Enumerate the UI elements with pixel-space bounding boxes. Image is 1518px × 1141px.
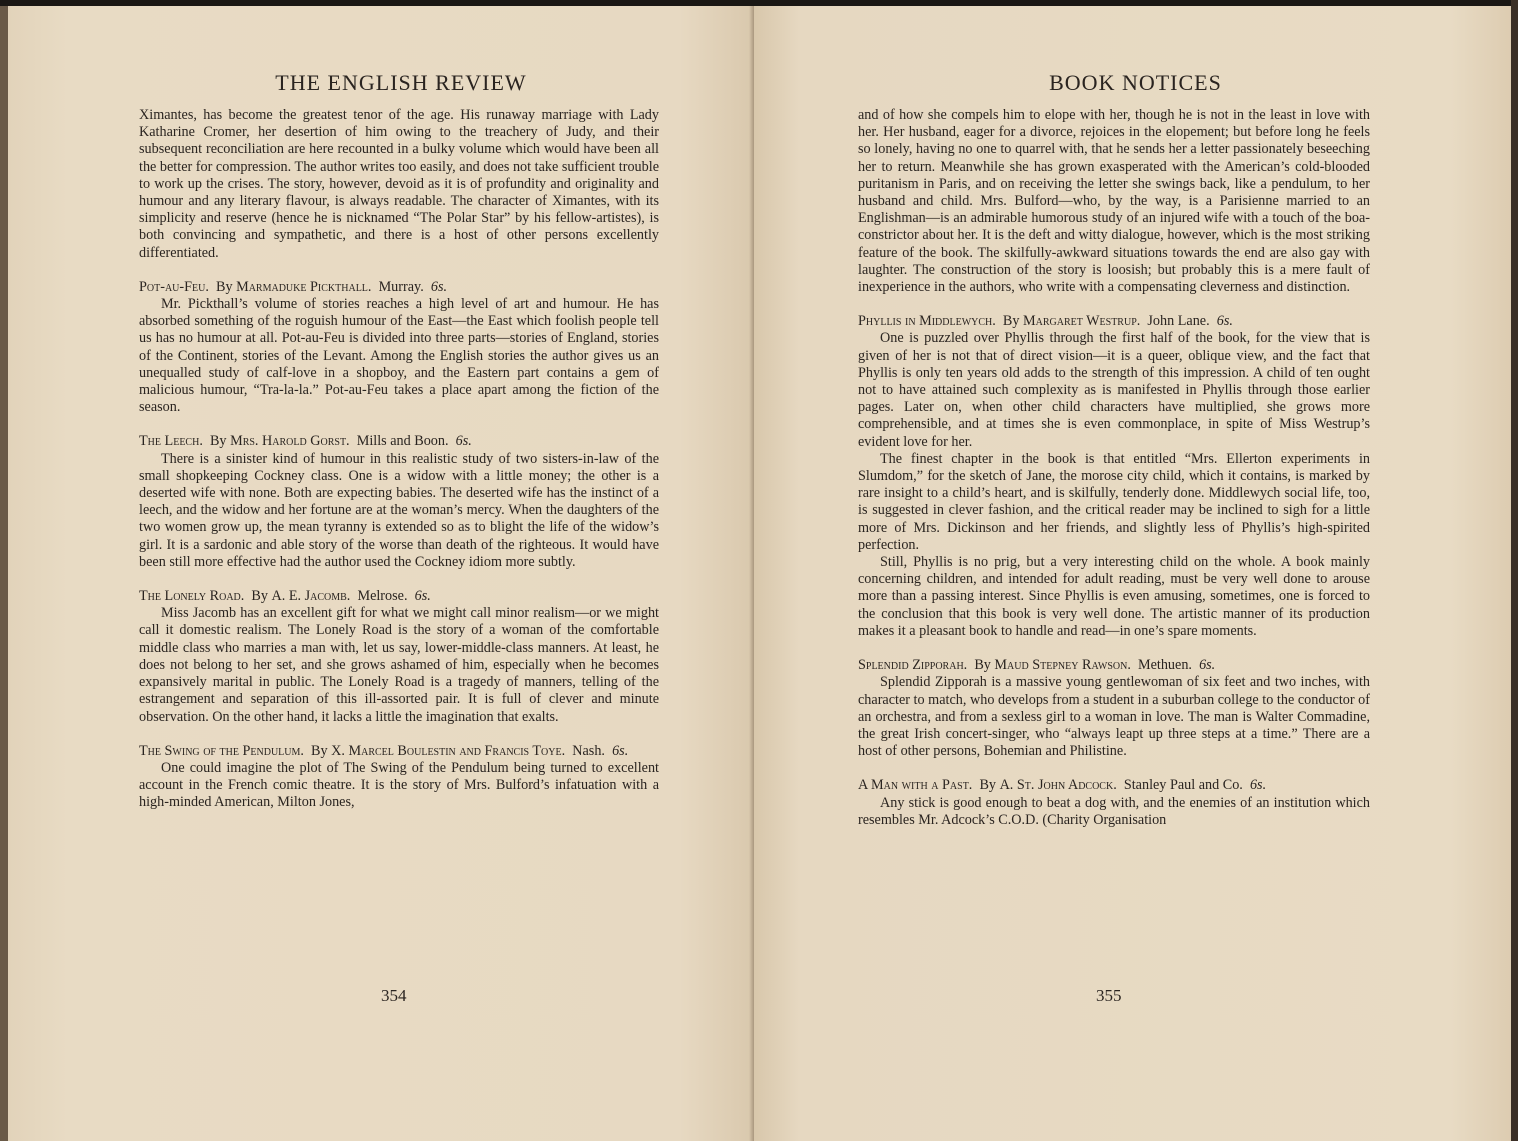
review-a-man-with-a-past — [858, 777, 1370, 829]
review-price: 6s. — [1249, 777, 1267, 794]
review-title: Pot-au-Feu. — [139, 278, 209, 295]
right-text-block — [858, 107, 1370, 829]
review-publisher: Melrose. — [357, 588, 408, 605]
review-publisher: Methuen. — [1137, 657, 1192, 674]
review-publisher: John Lane. — [1147, 313, 1210, 330]
review-by: By — [209, 433, 227, 450]
review-by: By — [215, 278, 233, 295]
review-title: The Swing of the Pendulum. — [139, 742, 304, 759]
review-title: The Leech. — [139, 433, 203, 450]
review-phyllis-in-middlewych — [858, 313, 1370, 640]
review-heading — [139, 279, 659, 296]
review-heading — [858, 657, 1370, 674]
review-author: X. Marcel Boulestin and Francis Toye. — [331, 742, 566, 759]
review-by: By — [311, 742, 328, 759]
review-author: Margaret Westrup. — [1023, 313, 1141, 330]
review-by: By — [251, 588, 268, 605]
review-paragraph: Splendid Zipporah is a massive young gentlewoman of six feet and two inches, with character to match, who develops from a student in a suburban college to the conductor of an orchestra, and from a sexless girl to a woman in love. The man is Walter Commadine, the great Irish concert-singer, who “always leapt up three steps at a time.” There are a host of other persons, Bohemian and Philistine. — [858, 674, 1370, 760]
right-page — [754, 6, 1511, 1141]
review-heading — [139, 743, 659, 760]
left-page — [0, 6, 754, 1141]
review-heading — [858, 777, 1370, 794]
right-running-head: BOOK NOTICES — [1049, 70, 1222, 95]
review-author: Marmaduke Pickthall. — [236, 278, 372, 295]
review-price: 6s. — [612, 742, 629, 759]
review-title: A Man with a Past. — [858, 777, 973, 794]
review-by: By — [979, 777, 997, 794]
review-paragraph: The finest chapter in the book is that entitled “Mrs. Ellerton experiments in Slumdom,” for the sketch of Jane, the morose city child, which it contains, is marked by rare insight to a child’s heart, and is skilfully, tenderly done. Middlewych social life, too, is suggested in clever fashion, and the critical reader may be inclined to sigh for a little more of Mrs. Dickinson and her friends, and slightly less of Phyllis’s high-spirited perfection. — [858, 450, 1370, 553]
review-publisher: Nash. — [572, 742, 605, 759]
review-body: One could imagine the plot of The Swing of the Pendulum being turned to excellent account in the French comic theatre. It is the story of Mrs. Bulford’s infatuation with a high-minded American, Milton Jones, — [139, 759, 659, 811]
review-by: By — [974, 657, 991, 674]
review-publisher: Stanley Paul and Co. — [1123, 777, 1243, 794]
review-splendid-zipporah — [858, 657, 1370, 760]
review-title: Splendid Zipporah. — [858, 657, 968, 674]
review-heading — [139, 433, 659, 450]
review-pot-au-feu — [139, 279, 659, 417]
left-running-head: THE ENGLISH REVIEW — [275, 70, 527, 95]
left-page-number: 354 — [381, 986, 407, 1005]
left-text-block — [139, 107, 659, 812]
review-heading — [858, 313, 1370, 330]
review-the-swing-of-the-pendulum — [139, 743, 659, 812]
review-the-lonely-road — [139, 588, 659, 726]
review-price: 6s. — [455, 433, 472, 450]
review-paragraph: One is puzzled over Phyllis through the first half of the book, for the view that is given of her is not that of direct vision—it is a queer, oblique view, and the fact that Phyllis is only ten years old adds to the strength of this impression. A child of ten ought not to have attained such complexity as is manifested in Phyllis through those earlier pages. Later on, when other child characters have multiplied, she grows more comprehensible, and at times she is even commonplace, in spite of Miss Westrup’s evident love for her. — [858, 330, 1370, 450]
review-publisher: Murray. — [378, 278, 424, 295]
review-price: 6s. — [1216, 313, 1233, 330]
review-paragraph: Still, Phyllis is no prig, but a very interesting child on the whole. A book mainly concerning children, and intended for adult reading, must be very well done to arouse more than a passing interest. Since Phyllis is even amusing, sometimes, one is forced to the conclusion that this book is very well done. The artistic manner of its production makes it a pleasant book to handle and read—in one’s spare moments. — [858, 554, 1370, 639]
review-publisher: Mills and Boon. — [356, 433, 449, 450]
review-paragraph: Any stick is good enough to beat a dog with, and the enemies of an institution which resembles Mr. Adcock’s C.O.D. (Charity Organisation — [858, 794, 1370, 828]
review-by: By — [1002, 313, 1020, 330]
review-author: Mrs. Harold Gorst. — [230, 433, 350, 450]
review-price: 6s. — [430, 278, 448, 295]
review-price: 6s. — [414, 588, 431, 605]
right-continuation: and of how she compels him to elope with her, though he is not in the least in love with her. Her husband, eager for a divorce, rejoices in the elopement; but before long he feels so lonely, having no one to quarrel with, that he sends her a letter passionately beseeching her to return. Meanwhile she has grown exasperated with the American’s cold-blooded puritanism in Paris, and on receiving the letter she swings back, like a pendulum, to her husband and child. Mrs. Bulford—who, by the way, is a Parisienne married to an Englishman—is an admirable humorous study of an injured wife with a touch of the boa-constrictor about her. It is the deft and witty dialogue, however, which is the most striking feature of the book. The skilfully-awkward situations towards the end are also gay with laughter. The construction of the story is loosish; but probably this is a mere fault of inexperience in the authors, who write with a compensating cleverness and distinction. — [858, 107, 1370, 296]
scan-right-edge — [1511, 0, 1518, 1141]
review-author: A. E. Jacomb. — [271, 588, 351, 605]
review-the-leech — [139, 433, 659, 571]
left-continuation: Ximantes, has become the greatest tenor of the age. His runaway marriage with Lady Katharine Cromer, her desertion of him owing to the treachery of Judy, and their subsequent reconciliation are here recounted in a bulky volume which would have been all the better for compression. The author writes too easily, and does not take sufficient trouble to work up the crises. The story, however, devoid as it is of profundity and originality and humour and any literary flavour, is always readable. The character of Ximantes, with its simplicity and reserve (hence he is nicknamed “The Polar Star” by his fellow-artistes), is both convincing and sympathetic, and there is a host of other persons excellently differentiated. — [139, 107, 659, 261]
review-title: Phyllis in Middlewych. — [858, 313, 996, 330]
review-author: Maud Stepney Rawson. — [994, 657, 1131, 674]
review-heading — [139, 588, 659, 605]
review-body: There is a sinister kind of humour in this realistic study of two sisters-in-law of the small shopkeeping Cockney class. One is a widow with a little money; the other is a deserted wife with none. Both are expecting babies. The deserted wife has the instinct of a leech, and the widow and her fortune are at the woman’s mercy. When the daughters of the two women grow up, the mean tyranny is extended so as to blight the life of the widow’s girl. It is a sardonic and able story of the worse than death of the righteous. It would have been still more effective had the author used the Cockney idiom more subtly. — [139, 450, 659, 570]
review-body: Mr. Pickthall’s volume of stories reaches a high level of art and humour. He has absorbed something of the roguish humour of the East—the East which foolish people tell us has no humour at all. Pot-au-Feu is divided into three parts—stories of England, stories of the Continent, stories of the Levant. Among the English stories the author gives us an unequalled study of calf-love in a shopboy, and the Eastern part contains a gem of malicious humour, “Tra-la-la.” Pot-au-Feu takes a place apart among the fiction of the season. — [139, 296, 659, 416]
review-title: The Lonely Road. — [139, 588, 245, 605]
review-price: 6s. — [1199, 657, 1216, 674]
review-author: A. St. John Adcock. — [999, 777, 1117, 794]
right-page-number: 355 — [1096, 986, 1122, 1005]
review-body: Miss Jacomb has an excellent gift for what we might call minor realism—or we might call it domestic realism. The Lonely Road is the story of a woman of the comfortable middle class who marries a man with, let us say, lower-middle-class manners. At least, he does not belong to her set, and she grows ashamed of him, especially when he becomes expansively marital in public. The Lonely Road is a tragedy of manners, telling of the estrangement and separation of this ill-assorted pair. It is full of clever and minute observation. On the other hand, it lacks a little the imagination that exalts. — [139, 605, 659, 725]
